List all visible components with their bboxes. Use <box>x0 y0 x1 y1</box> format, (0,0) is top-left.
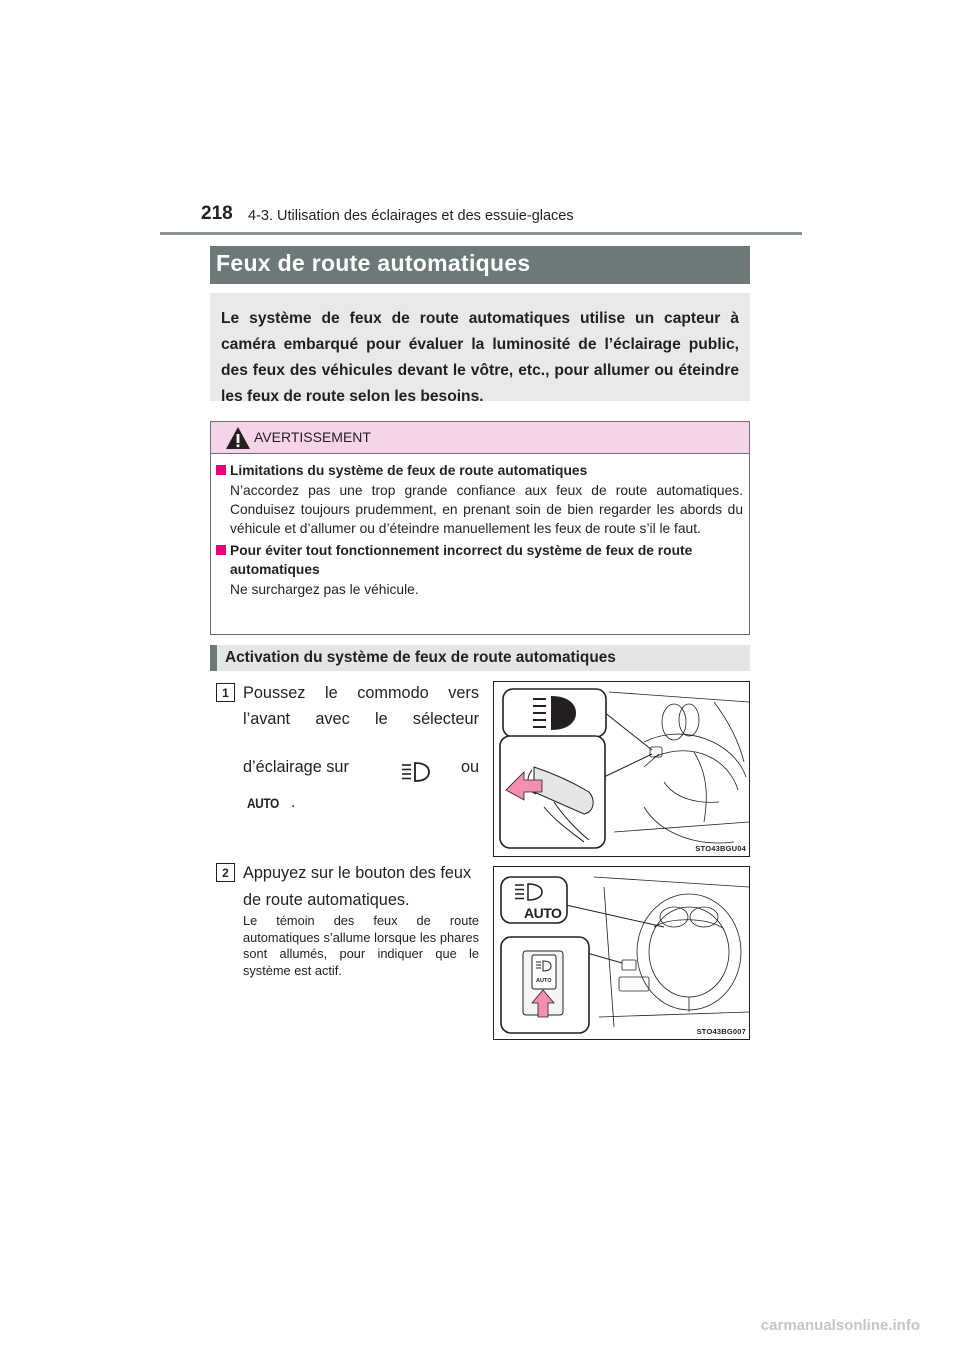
watermark: carmanualsonline.info <box>760 1317 920 1334</box>
auto-icon: AUTO <box>247 795 279 811</box>
warning-triangle-icon <box>225 426 251 450</box>
figure-auto-high-beam-switch <box>493 866 750 1040</box>
step-number-1: 1 <box>216 683 235 702</box>
warning-item-title: Limitations du système de feux de route automatiques <box>230 463 588 478</box>
page-title-bar <box>210 246 750 284</box>
warning-item <box>216 461 743 480</box>
section-heading-bar <box>210 645 750 671</box>
step-1-end: . <box>291 794 296 811</box>
intro-text: Le système de feux de route automatiques utilise un capteur à caméra embarqué pour évaluer la luminosité de l’éclairage public, des feux des véhicules devant le vôtre, etc., pour allumer ou éteindre les feux de route selon les besoins. <box>221 310 739 405</box>
warning-body <box>211 454 749 599</box>
figure-code: STO43BG007 <box>696 1027 746 1036</box>
step-1-line3 <box>243 758 479 777</box>
step-2-note: Le témoin des feux de route automatiques s’allume lorsque les phares sont allumés, pour indiquer que le système est actif. <box>243 913 479 978</box>
warning-title: AVERTISSEMENT <box>254 429 371 445</box>
switch-illustration <box>494 867 749 1039</box>
step-1-text <box>243 680 479 732</box>
page-title: Feux de route automatiques <box>216 250 531 276</box>
section-heading: Activation du système de feux de route automatiques <box>225 649 616 666</box>
step-2-text: Appuyez sur le bouton des feux de route automatiques. <box>243 864 472 909</box>
page-number: 218 <box>201 203 233 224</box>
warning-item-text: N’accordez pas une trop grande confiance aux feux de route automatiques. Conduisez toujours prudemment, en prenant soin de bien regarder les abords du véhicule et d’allumer ou d’éteindre manuellement les feux de route s’il le faut. <box>230 483 743 536</box>
header-rule <box>160 232 802 235</box>
auto-label-small: AUTO <box>536 978 552 984</box>
auto-label-large: AUTO <box>524 905 562 921</box>
warning-header <box>211 422 749 454</box>
warning-item-title: Pour éviter tout fonctionnement incorrect du système de feux de route automatiques <box>230 543 693 577</box>
step-1-line: Poussez le commodo vers <box>243 684 479 702</box>
step-1-line3-text: d’éclairage sur <box>243 758 349 776</box>
step-1-or: ou <box>461 758 480 776</box>
warning-item <box>216 541 743 579</box>
intro-box <box>210 293 750 405</box>
step-number-2: 2 <box>216 863 235 882</box>
step-1-line: l’avant avec le sélecteur <box>243 710 479 728</box>
figure-code: STO43BGU04 <box>695 844 746 853</box>
low-beam-headlight-icon <box>399 760 433 784</box>
warning-item-text: Ne surchargez pas le véhicule. <box>230 582 419 597</box>
section-header: 4-3. Utilisation des éclairages et des essuie-glaces <box>248 208 574 224</box>
figure-lever-headlight <box>493 681 750 857</box>
lever-illustration <box>494 682 749 856</box>
bullet-square-icon <box>216 465 226 475</box>
bullet-square-icon <box>216 545 226 555</box>
warning-box <box>210 421 750 635</box>
